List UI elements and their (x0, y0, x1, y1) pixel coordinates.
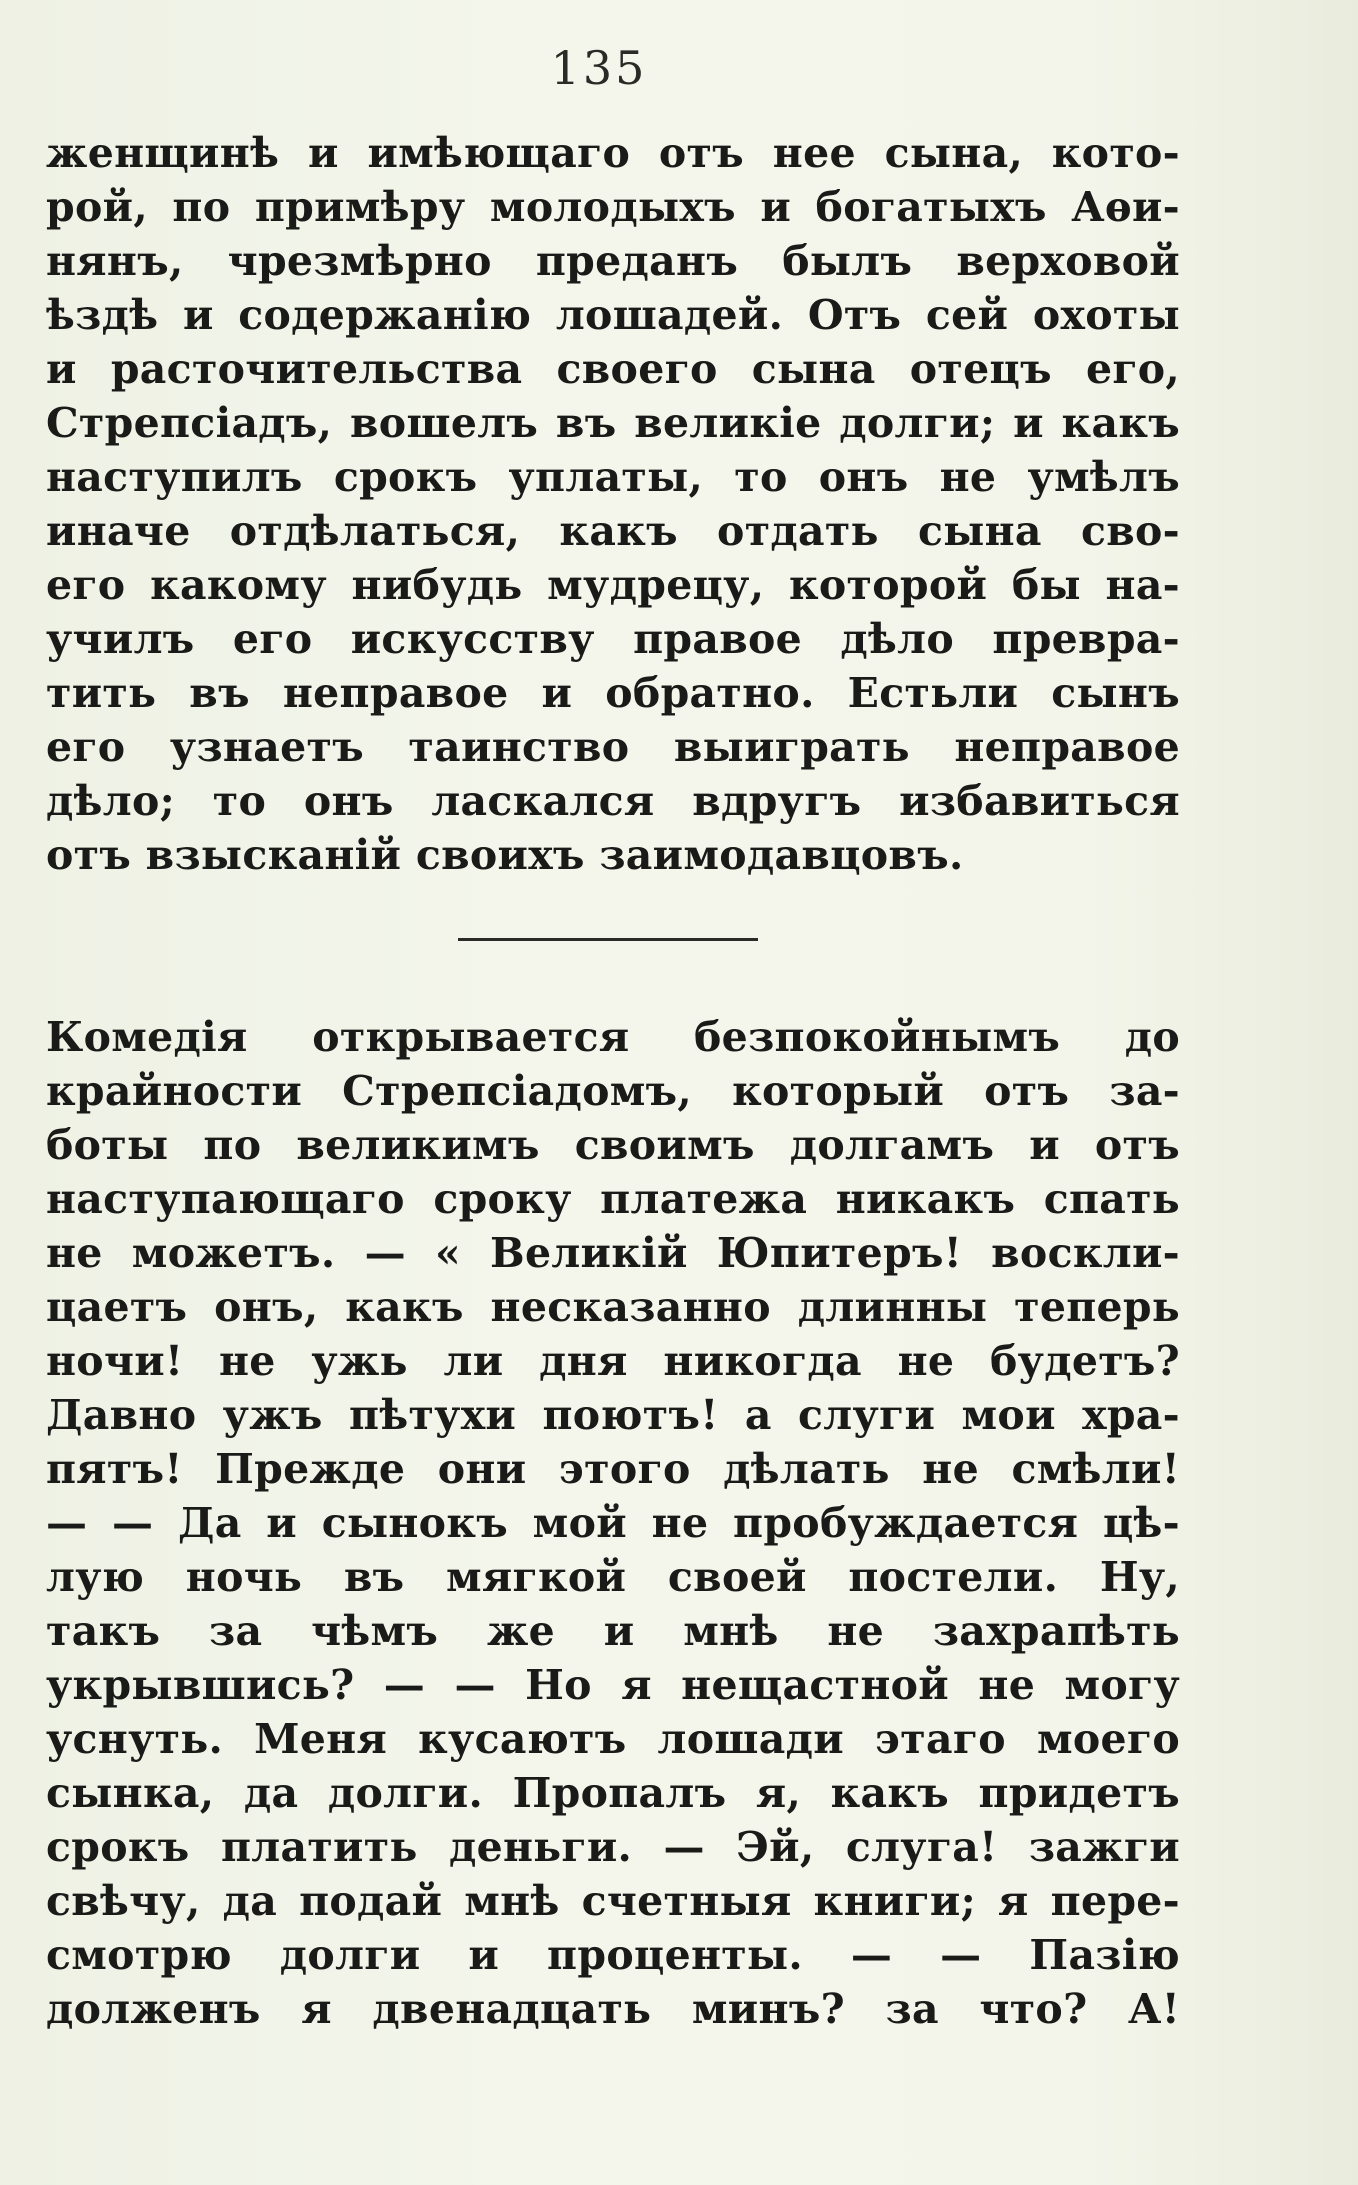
text-line: боты по великимъ своимъ долгамъ и отъ (46, 1121, 1180, 1169)
text-line: нянъ, чрезмѣрно преданъ былъ верховой (46, 237, 1180, 285)
text-line: дѣло; то онъ ласкался вдругъ избавиться (46, 777, 1180, 825)
text-line: цаетъ онъ, какъ несказанно длинны теперь (46, 1283, 1180, 1331)
text-line: рой, по примѣру молодыхъ и богатыхъ Аѳи- (46, 183, 1180, 231)
text-line: Давно ужъ пѣтухи поютъ! а слуги мои хра- (46, 1391, 1180, 1439)
text-line: наступающаго сроку платежа никакъ спать (46, 1175, 1180, 1223)
page-number: 135 (550, 41, 648, 95)
text-line: иначе отдѣлаться, какъ отдать сына сво- (46, 507, 1180, 555)
paragraph-1 (46, 126, 1180, 882)
text-line: его узнаетъ таинство выиграть неправое (46, 723, 1180, 771)
text-line: женщинѣ и имѣющаго отъ нее сына, кото- (46, 129, 1180, 177)
text-line: тить въ неправое и обратно. Естьли сынъ (46, 669, 1180, 717)
text-line: наступилъ срокъ уплаты, то онъ не умѣлъ (46, 453, 1180, 501)
paragraph-2 (46, 1010, 1180, 2036)
text-line: пятъ! Прежде они этого дѣлать не смѣли! (46, 1445, 1180, 1493)
text-line: свѣчу, да подай мнѣ счетныя книги; я пере- (46, 1877, 1180, 1925)
text-line: долженъ я двенадцать минъ? за что? А! (46, 1985, 1180, 2033)
text-line: срокъ платить деньги. — Эй, слуга! зажги (46, 1823, 1180, 1871)
text-line: уснуть. Меня кусаютъ лошади этаго моего (46, 1715, 1180, 1763)
text-line: Стрепсіадъ, вошелъ въ великіе долги; и какъ (46, 399, 1180, 447)
text-line: смотрю долги и проценты. — — Пазію (46, 1931, 1180, 1979)
text-line: училъ его искусству правое дѣло превра- (46, 615, 1180, 663)
section-divider (458, 938, 758, 941)
text-line: его какому нибудь мудрецу, которой бы на- (46, 561, 1180, 609)
text-line: сынка, да долги. Пропалъ я, какъ придетъ (46, 1769, 1180, 1817)
text-line: лую ночь въ мягкой своей постели. Ну, (46, 1553, 1180, 1601)
text-line: не можетъ. — « Великій Юпитеръ! воскли- (46, 1229, 1180, 1277)
text-line: ѣздѣ и содержанію лошадей. Отъ сей охоты (46, 291, 1180, 339)
text-line: ночи! не ужь ли дня никогда не будетъ? (46, 1337, 1180, 1385)
text-line: и расточительства своего сына отецъ его, (46, 345, 1180, 393)
text-line: Комедія открывается безпокойнымъ до (46, 1013, 1180, 1061)
text-line: крайности Стрепсіадомъ, который отъ за- (46, 1067, 1180, 1115)
text-line: такъ за чѣмъ же и мнѣ не захрапѣть (46, 1607, 1180, 1655)
text-line: — — Да и сынокъ мой не пробуждается цѣ- (46, 1499, 1180, 1547)
text-line: укрывшись? — — Но я нещастной не могу (46, 1661, 1180, 1709)
text-line: отъ взысканій своихъ заимодавцовъ. (46, 831, 964, 879)
